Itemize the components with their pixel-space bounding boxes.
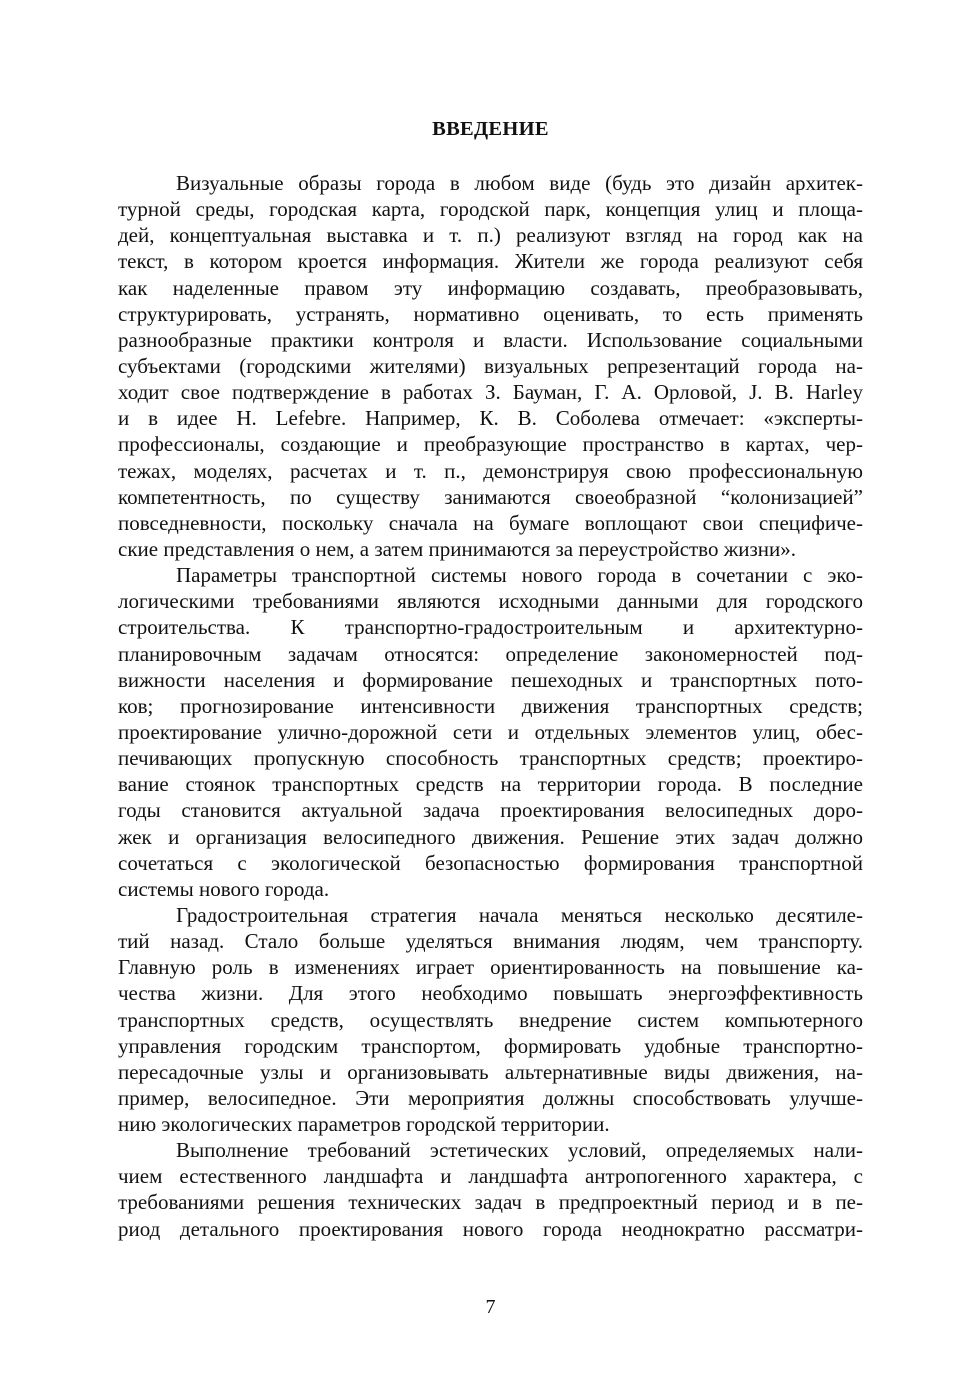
text-line: Параметры транспортной системы нового города в сочетании с эко-: [176, 563, 863, 588]
text-line: ков; прогнозирование интенсивности движения транспортных средств;: [118, 693, 863, 718]
text-line: строительства. К транспортно-градостроительным и архитектурно-: [118, 615, 863, 640]
text-line: пересадочные узлы и организовывать альтернативные виды движения, на-: [118, 1059, 863, 1084]
paragraph: [118, 902, 863, 1137]
text-line: ходит свое подтверждение в работах З. Бауман, Г. А. Орловой, J. B. Harley: [118, 380, 863, 405]
text-line: пример, велосипедное. Эти мероприятия должны способствовать улучше-: [118, 1085, 863, 1110]
text-line: нию экологических параметров городской территории.: [118, 1112, 610, 1137]
text-line: годы становится актуальной задача проектирования велосипедных доро-: [118, 798, 863, 823]
text-line: Градостроительная стратегия начала меняться несколько десятиле-: [176, 902, 863, 927]
text-line: жек и организация велосипедного движения. Решение этих задач должно: [118, 824, 863, 849]
text-line: печивающих пропускную способность транспортных средств; проектиро-: [118, 746, 863, 771]
text-line: управления городским транспортом, формировать удобные транспортно-: [118, 1033, 863, 1058]
text-line: разнообразные практики контроля и власти. Использование социальными: [118, 327, 863, 352]
text-line: Главную роль в изменениях играет ориентированность на повышение ка-: [118, 955, 863, 980]
body-text: [118, 170, 863, 1242]
text-line: сочетаться с экологической безопасностью формирования транспортной: [118, 850, 863, 875]
paragraph: [118, 1137, 863, 1242]
text-line: планировочным задачам относятся: определение закономерностей под-: [118, 641, 863, 666]
text-line: логическими требованиями являются исходными данными для городского: [118, 589, 863, 614]
text-line: чием естественного ландшафта и ландшафта антропогенного характера, с: [118, 1164, 863, 1189]
text-line: транспортных средств, осуществлять внедрение систем компьютерного: [118, 1007, 863, 1032]
paragraph: [118, 170, 863, 562]
text-line: текст, в котором кроется информация. Жители же города реализуют себя: [118, 249, 863, 274]
text-line: компетентность, по существу занимаются своеобразной “колонизацией”: [118, 484, 863, 509]
text-line: субъектами (городскими жителями) визуальных репрезентаций города на-: [118, 353, 863, 378]
chapter-heading: ВВЕДЕНИЕ: [432, 118, 549, 140]
page-number: 7: [485, 1296, 496, 1318]
text-line: тий назад. Стало больше уделяться внимания людям, чем транспорту.: [118, 929, 863, 954]
text-line: тежах, моделях, расчетах и т. п., демонстрируя свою профессиональную: [118, 458, 863, 483]
text-line: вание стоянок транспортных средств на территории города. В последние: [118, 772, 863, 797]
text-line: Выполнение требований эстетических условий, определяемых нали-: [176, 1138, 863, 1163]
document-page: [118, 0, 863, 1386]
text-line: требованиями решения технических задач в предпроектный период и в пе-: [118, 1190, 863, 1215]
text-line: структурировать, устранять, нормативно оценивать, то есть применять: [118, 301, 863, 326]
paragraph: [118, 562, 863, 902]
text-line: риод детального проектирования нового города неоднократно рассматри-: [118, 1216, 863, 1241]
text-line: профессионалы, создающие и преобразующие пространство в картах, чер-: [118, 432, 863, 457]
text-line: вижности населения и формирование пешеходных и транспортных пото-: [118, 667, 863, 692]
text-line: турной среды, городская карта, городской парк, концепция улиц и площа-: [118, 197, 863, 222]
text-line: дей, концептуальная выставка и т. п.) реализуют взгляд на город как на: [118, 223, 863, 248]
text-line: и в идее H. Lefebre. Например, К. В. Соболева отмечает: «эксперты-: [118, 406, 863, 431]
text-line: Визуальные образы города в любом виде (будь это дизайн архитек-: [176, 171, 863, 195]
text-line: ские представления о нем, а затем принимаются за переустройство жизни».: [118, 536, 796, 561]
text-line: повседневности, поскольку сначала на бумаге воплощают свои специфиче-: [118, 510, 863, 535]
text-line: проектирование улично-дорожной сети и отдельных элементов улиц, обес-: [118, 719, 863, 744]
text-line: чества жизни. Для этого необходимо повышать энергоэффективность: [118, 981, 863, 1006]
text-line: как наделенные правом эту информацию создавать, преобразовывать,: [118, 275, 863, 300]
text-line: системы нового города.: [118, 876, 330, 901]
